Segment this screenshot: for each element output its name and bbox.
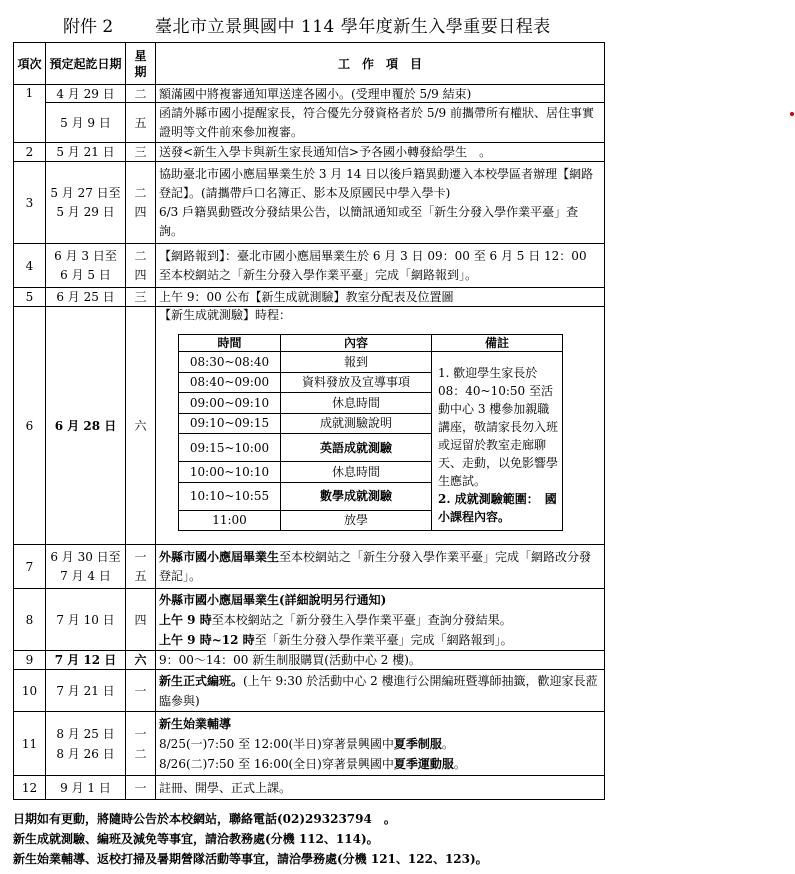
row-item: 【網路報到】：臺北市國小應屆畢業生於 6 月 3 日 09：00 至 6 月 5 日 12：00 至本校網站之「新生分發入學作業平臺」完成「網路報到」。 bbox=[156, 244, 605, 288]
row-date: 6 月 25 日 bbox=[46, 288, 126, 307]
table-header-row bbox=[14, 43, 605, 85]
row-weekday-end: 四 bbox=[134, 204, 147, 219]
schedule-time: 08:30~08:40 bbox=[179, 352, 281, 373]
row-date: 4 月 29 日 bbox=[46, 85, 126, 103]
row-item-emphasis: 上午 9 時 bbox=[159, 612, 212, 627]
schedule-time: 09:10~09:15 bbox=[179, 413, 281, 434]
row-weekday bbox=[126, 162, 156, 244]
table-row bbox=[14, 244, 605, 288]
schedule-time: 10:10~10:55 bbox=[179, 482, 281, 510]
schedule-content: 成就測驗說明 bbox=[281, 413, 432, 434]
row-item-line: 協助臺北市國小應屆畢業生於 3 月 14 日以後戶籍異動遷入本校學區者辦理【網路登記】。(請攜帶戶口名簿正、影本及原國民中學入學卡) bbox=[159, 166, 594, 200]
schedule-content: 放學 bbox=[281, 510, 432, 531]
row-item: 額滿國中將複審通知單送達各國小。(受理申覆於 5/9 結束) bbox=[156, 85, 605, 103]
row-date: 7 月 21 日 bbox=[46, 670, 126, 712]
row-item bbox=[156, 712, 605, 776]
row-item-text: 8/25(一)7:50 至 12:00(半日)穿著景興國中 bbox=[159, 736, 394, 751]
row-date: 9 月 1 日 bbox=[46, 776, 126, 800]
sub-header-content: 內容 bbox=[281, 335, 432, 352]
row-date bbox=[46, 162, 126, 244]
row-item bbox=[156, 670, 605, 712]
row-date-start: 6 月 30 日至 bbox=[50, 549, 121, 564]
row-date: 7 月 10 日 bbox=[46, 589, 126, 651]
table-row bbox=[14, 545, 605, 589]
table-row bbox=[14, 776, 605, 800]
table-row bbox=[14, 589, 605, 651]
attachment-label: 附件 2 bbox=[63, 17, 114, 37]
row-date: 7 月 12 日 bbox=[46, 651, 126, 670]
table-row bbox=[14, 670, 605, 712]
row-item-text: 。 bbox=[441, 736, 454, 751]
row-weekday: 四 bbox=[126, 589, 156, 651]
row-item bbox=[156, 162, 605, 244]
test-schedule-table bbox=[178, 334, 563, 531]
row-date-start: 8 月 25 日 bbox=[56, 726, 115, 741]
row-item-text: 。 bbox=[453, 756, 466, 771]
row-weekday-start: 二 bbox=[134, 185, 147, 200]
footer-notes bbox=[13, 809, 488, 869]
row-item-line bbox=[159, 754, 601, 774]
table-row bbox=[14, 288, 605, 307]
row-weekday bbox=[126, 244, 156, 288]
row-no: 4 bbox=[14, 244, 46, 288]
row-weekday-end: 四 bbox=[134, 267, 147, 282]
table-row bbox=[14, 85, 605, 103]
schedule-content: 休息時間 bbox=[281, 462, 432, 483]
row-item-line bbox=[159, 734, 601, 754]
table-row bbox=[14, 651, 605, 670]
row-item: 函請外縣市國小提醒家長，符合優先分發資格者於 5/9 前攜帶所有權狀、居住事實證明等文件前來參加複審。 bbox=[156, 103, 605, 143]
page-title: 臺北市立景興國中 114 學年度新生入學重要日程表 bbox=[155, 17, 551, 37]
row-item: 送發<新生入學卡與新生家長通知信>予各國小轉發給學生 。 bbox=[156, 143, 605, 162]
row-item-text: 至「新生分發入學作業平臺」完成「網路報到」。 bbox=[254, 632, 513, 647]
header-item: 工 作 項 目 bbox=[156, 43, 605, 85]
row-item-line bbox=[159, 630, 601, 650]
row-item: 9：00～14：00 新生制服購買(活動中心 2 樓)。 bbox=[156, 651, 605, 670]
header-no: 項次 bbox=[14, 43, 46, 85]
schedule-time: 11:00 bbox=[179, 510, 281, 531]
row-weekday: 六 bbox=[126, 307, 156, 545]
schedule-content: 資料發放及宣導事項 bbox=[281, 372, 432, 393]
row-item-line: 新生始業輔導 bbox=[159, 716, 232, 731]
row-item-line bbox=[159, 610, 601, 630]
row-date-end: 6 月 5 日 bbox=[60, 267, 111, 282]
row-no: 5 bbox=[14, 288, 46, 307]
row-weekday-end: 二 bbox=[134, 746, 147, 761]
table-row bbox=[14, 712, 605, 776]
row-date: 5 月 21 日 bbox=[46, 143, 126, 162]
row-no: 8 bbox=[14, 589, 46, 651]
row-no: 9 bbox=[14, 651, 46, 670]
table-row bbox=[14, 143, 605, 162]
row-item bbox=[156, 589, 605, 651]
row-weekday: 二 bbox=[126, 85, 156, 103]
row-no: 10 bbox=[14, 670, 46, 712]
row-weekday: 一 bbox=[126, 776, 156, 800]
schedule-time: 08:40~09:00 bbox=[179, 372, 281, 393]
row-date-start: 6 月 3 日至 bbox=[54, 248, 117, 263]
row-date bbox=[46, 244, 126, 288]
row-date bbox=[46, 712, 126, 776]
row-no: 2 bbox=[14, 143, 46, 162]
header-weekday: 星期 bbox=[126, 43, 156, 85]
row-item-line: 外縣市國小應屆畢業生(詳細說明另行通知) bbox=[159, 592, 387, 607]
test-schedule-caption: 【新生成就測驗】時程： bbox=[159, 308, 292, 322]
schedule-content: 休息時間 bbox=[281, 393, 432, 414]
row-no: 3 bbox=[14, 162, 46, 244]
row-item-line: 6/3 戶籍異動暨改分發結果公告，以簡訊通知或至「新生分發入學作業平臺」查詢。 bbox=[159, 204, 579, 238]
row-item-emphasis: 新生正式編班。 bbox=[159, 673, 244, 688]
sub-header-time: 時間 bbox=[179, 335, 281, 352]
note-item: 2. 成就測驗範圍： 國小課程內容。 bbox=[438, 492, 557, 524]
note-item: 1. 歡迎學生家長於 08：40~10:50 至活動中心 3 樓參加親職講座，敬請家長勿入班或逗留於教室走廊聊天、走動，以免影響學生應試。 bbox=[438, 366, 559, 488]
row-item-text: 至本校網站之「新生分發入學作業平臺」完成「網路改分發登記」。 bbox=[159, 549, 592, 583]
row-item-text: 至本校網站之「新分發生入學作業平臺」查詢分發結果。 bbox=[211, 612, 512, 627]
row-no: 11 bbox=[14, 712, 46, 776]
row-date-end: 5 月 29 日 bbox=[56, 204, 115, 219]
row-weekday: 三 bbox=[126, 288, 156, 307]
schedule-table bbox=[13, 42, 605, 800]
row-date bbox=[46, 545, 126, 589]
row-weekday-start: 二 bbox=[134, 248, 147, 263]
footer-note: 新生始業輔導、返校打掃及暑期營隊活動等事宜，請洽學務處(分機 121、122、123)。 bbox=[13, 852, 488, 866]
row-item: 上午 9：00 公布【新生成就測驗】教室分配表及位置圖 bbox=[156, 288, 605, 307]
schedule-content: 數學成就測驗 bbox=[281, 482, 432, 510]
row-date-end: 7 月 4 日 bbox=[60, 568, 111, 583]
row-no: 7 bbox=[14, 545, 46, 589]
row-date: 6 月 28 日 bbox=[46, 307, 126, 545]
schedule-content: 報到 bbox=[281, 352, 432, 373]
schedule-content: 英語成就測驗 bbox=[281, 434, 432, 462]
row-no: 12 bbox=[14, 776, 46, 800]
row-item-emphasis: 上午 9 時~12 時 bbox=[159, 632, 255, 647]
row-item-emphasis: 外縣市國小應屆畢業生 bbox=[159, 549, 280, 564]
row-item-text: 8/26(二)7:50 至 16:00(全日)穿著景興國中 bbox=[159, 756, 394, 771]
row-weekday-start: 一 bbox=[134, 726, 147, 741]
row-date-end: 8 月 26 日 bbox=[56, 746, 115, 761]
red-dot-mark bbox=[790, 112, 794, 116]
schedule-time: 10:00~10:10 bbox=[179, 462, 281, 483]
row-weekday: 一 bbox=[126, 670, 156, 712]
row-weekday-end: 五 bbox=[134, 568, 147, 583]
row-weekday-start: 一 bbox=[134, 549, 147, 564]
row-weekday: 六 bbox=[126, 651, 156, 670]
table-row bbox=[14, 162, 605, 244]
row-weekday: 五 bbox=[126, 103, 156, 143]
table-row bbox=[14, 103, 605, 143]
header-date: 預定起訖日期 bbox=[46, 43, 126, 85]
schedule-time: 09:00~09:10 bbox=[179, 393, 281, 414]
schedule-note bbox=[432, 352, 563, 531]
row-date-start: 5 月 27 日至 bbox=[50, 185, 121, 200]
footer-note: 日期如有更動，將隨時公告於本校網站，聯絡電話(02)29323794 。 bbox=[13, 812, 396, 826]
table-row bbox=[14, 307, 605, 545]
sub-header-note: 備註 bbox=[432, 335, 563, 352]
schedule-time: 09:15~10:00 bbox=[179, 434, 281, 462]
row-date: 5 月 9 日 bbox=[46, 103, 126, 143]
row-item-emphasis: 夏季運動服 bbox=[393, 756, 454, 771]
footer-note: 新生成就測驗、編班及減免等事宜，請洽教務處(分機 112、114)。 bbox=[13, 832, 379, 846]
row-no: 1 bbox=[14, 85, 46, 143]
row-weekday bbox=[126, 545, 156, 589]
row-weekday: 三 bbox=[126, 143, 156, 162]
row-no: 6 bbox=[14, 307, 46, 545]
row-item-emphasis: 夏季制服 bbox=[393, 736, 442, 751]
row-item: 註冊、開學、正式上課。 bbox=[156, 776, 605, 800]
document-title-bar bbox=[0, 10, 795, 38]
row-item bbox=[156, 545, 605, 589]
row-weekday bbox=[126, 712, 156, 776]
row-item-text: (上午 9:30 於活動中心 2 樓進行公開編班暨導師抽籤，歡迎家長蒞臨參與) bbox=[159, 673, 598, 708]
row-item bbox=[156, 307, 605, 545]
